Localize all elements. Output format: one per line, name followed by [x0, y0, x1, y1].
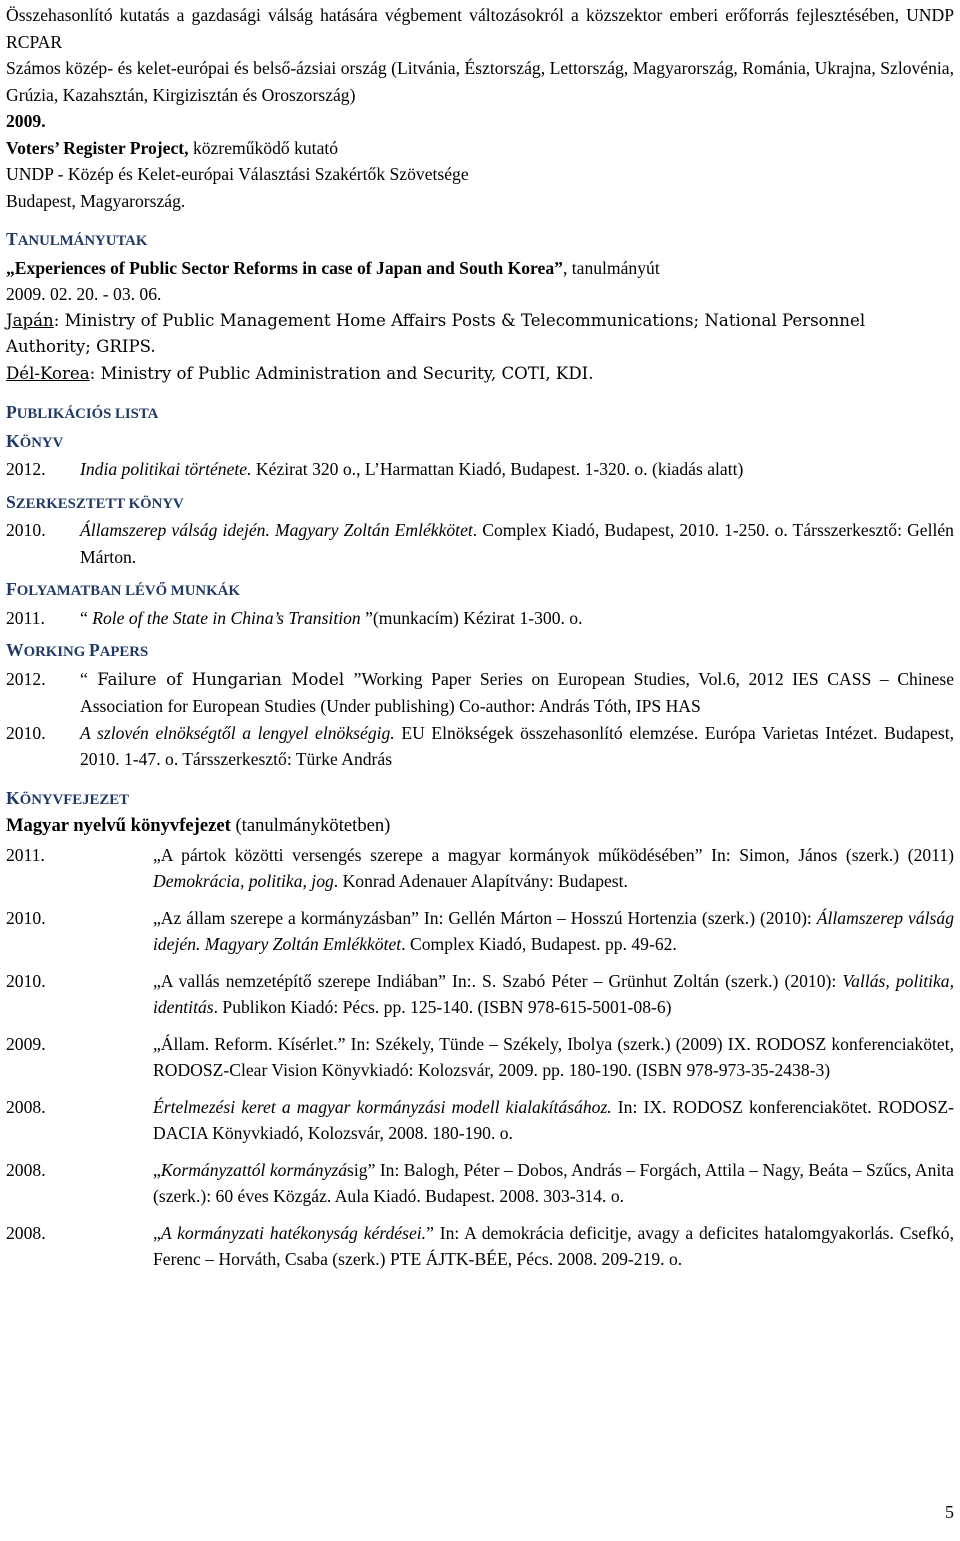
ongoing-heading: FOLYAMATBAN LÉVŐ MUNKÁK: [6, 579, 240, 599]
studies-title: „Experiences of Public Sector Reforms in case of Japan and South Korea”: [6, 257, 563, 278]
working-paper-year: 2012.: [6, 668, 46, 689]
chapter-entry: 2011. „A pártok közötti versengés szerepe a magyar kormányok működésében” In: Simon, János (szerk.) (2011) Demokrácia, politika, jog. Konrad Adenauer Alapítvány: Budapest.: [6, 844, 954, 891]
ongoing-entry: 2011. “ Role of the State in China’s Transition ”(munkacím) Kézirat 1-300. o.: [6, 605, 954, 632]
publications-heading: PUBLIKÁCIÓS LISTA: [6, 402, 159, 422]
korea-label: Dél-Korea: [6, 363, 90, 383]
edited-year: 2010.: [6, 520, 46, 540]
book-year: 2012.: [6, 459, 46, 479]
working-paper-year: 2010.: [6, 722, 46, 743]
edited-heading: SZERKESZTETT KÖNYV: [6, 491, 184, 512]
studies-korea: Dél-Korea: Ministry of Public Administration and Security, COTI, KDI.: [6, 363, 594, 383]
book-title: India politikai története.: [80, 459, 252, 479]
intro-countries-line: Számos közép- és kelet-európai és belső-ázsiai ország (Litvánia, Észtország, Lettország, Magyarország, Románia, Ukrajna, Szlovénia, Grúzia, Kazahsztán, Kirgizisztán és Oroszország): [6, 58, 954, 105]
chapter-entry: 2009. „Állam. Reform. Kísérlet.” In: Székely, Tünde – Székely, Ibolya (szerk.) (2009) IX. RODOSZ konferenciakötet, RODOSZ-Clear Vision Könyvkiadó: Kolozsvár, 2009. pp. 180-190. (ISBN 978-973-35-2438-3): [6, 1033, 954, 1080]
voters-year: 2009.: [6, 111, 46, 131]
book-heading: KÖNYV: [6, 430, 64, 451]
book-entry: 2012. India politikai története. Kézirat 320 o., L’Harmattan Kiadó, Budapest. 1-320. o. (kiadás alatt): [6, 456, 954, 483]
voters-title-line: [6, 135, 954, 162]
working-papers-heading: WORKING PAPERS: [6, 640, 149, 660]
studies-dates: 2009. 02. 20. - 03. 06.: [6, 284, 162, 304]
working-paper-entry: 2010. A szlovén elnökségtől a lengyel elnökségig. EU Elnökségek összehasonlító elemzése. Európa Varietas Intézet. Budapest, 2010. 1-47. o. Társszerkesztő: Türke András: [6, 720, 954, 773]
cv-page: [6, 2, 954, 1283]
working-paper-entry: 2012. “ Failure of Hungarian Model ”Working Paper Series on European Studies, Vol.6, 2012 IES CASS – Chinese Association for European Studies (Under publishing) Co-author: András Tóth, IPS HAS: [6, 666, 954, 720]
working-paper-title: A szlovén elnökségtől a lengyel elnökségig.: [80, 722, 395, 743]
voters-title: Voters’ Register Project,: [6, 137, 189, 158]
chapters-subheading: Magyar nyelvű könyvfejezet (tanulmánykötetben): [6, 815, 391, 836]
intro-research-line: Összehasonlító kutatás a gazdasági válság hatására végbement változásokról a közszektor emberi erőforrás fejlesztésében, UNDP RCPAR: [6, 5, 954, 52]
studies-title-line: „Experiences of Public Sector Reforms in case of Japan and South Korea”, tanulmányút: [6, 257, 660, 278]
chapter-entry: 2008. „A kormányzati hatékonyság kérdései.” In: A demokrácia deficitje, avagy a deficites hatalomgyakorlás. Csefkó, Ferenc – Horváth, Csaba (szerk.) PTE ÁJTK-BÉE, Pécs. 2008. 209-219. o.: [6, 1222, 954, 1269]
studies-heading: TANULMÁNYUTAK: [6, 229, 148, 249]
ongoing-title: Role of the State in China’s Transition: [87, 607, 366, 628]
voters-org: UNDP - Közép és Kelet-európai Választási Szakértők Szövetsége: [6, 164, 469, 184]
voters-place: Budapest, Magyarország.: [6, 190, 186, 211]
japan-label: Japán: [6, 310, 54, 330]
chapter-entry: 2010. „Az állam szerepe a kormányzásban” In: Gellén Márton – Hosszú Hortenzia (szerk.) (2010): Államszerep válság idején. Magyary Zoltán Emlékkötet. Complex Kiadó, Budapest. pp. 49-62.: [6, 907, 954, 954]
edited-title: Államszerep válság idején: [80, 520, 266, 540]
studies-japan: Japán: Ministry of Public Management Home Affairs Posts & Telecommunications; National Personnel Authority; GRIPS.: [6, 310, 866, 356]
chapter-entry: 2010. „A vallás nemzetépítő szerepe Indiában” In:. S. Szabó Péter – Grünhut Zoltán (szerk.) (2010): Vallás, politika, identitás. Publikon Kiadó: Pécs. pp. 125-140. (ISBN 978-615-5001-08-6): [6, 970, 954, 1017]
working-paper-title: Failure of Hungarian Model: [87, 669, 354, 689]
ongoing-year: 2011.: [6, 607, 45, 628]
page-number: 5: [945, 1502, 954, 1522]
chapter-entry: 2008. Értelmezési keret a magyar kormányzási modell kialakításához. In: IX. RODOSZ konferenciakötet. RODOSZ-DACIA Könyvkiadó, Kolozsvár, 2008. 180-190. o.: [6, 1096, 954, 1143]
voters-role: közreműködő kutató: [188, 137, 339, 158]
edited-entry: 2010. Államszerep válság idején. Magyary Zoltán Emlékkötet. Complex Kiadó, Budapest, 2010. 1-250. o. Társszerkesztő: Gellén Márton.: [6, 517, 954, 570]
chapters-heading: KÖNYVFEJEZET: [6, 787, 130, 808]
chapter-entry: 2008. „Kormányzattól kormányzásig” In: Balogh, Péter – Dobos, András – Forgách, Attila – Nagy, Beáta – Szűcs, Anita (szerk.): 60 éves Közgáz. Aula Kiadó. Budapest. 2008. 303-314. o.: [6, 1159, 954, 1206]
